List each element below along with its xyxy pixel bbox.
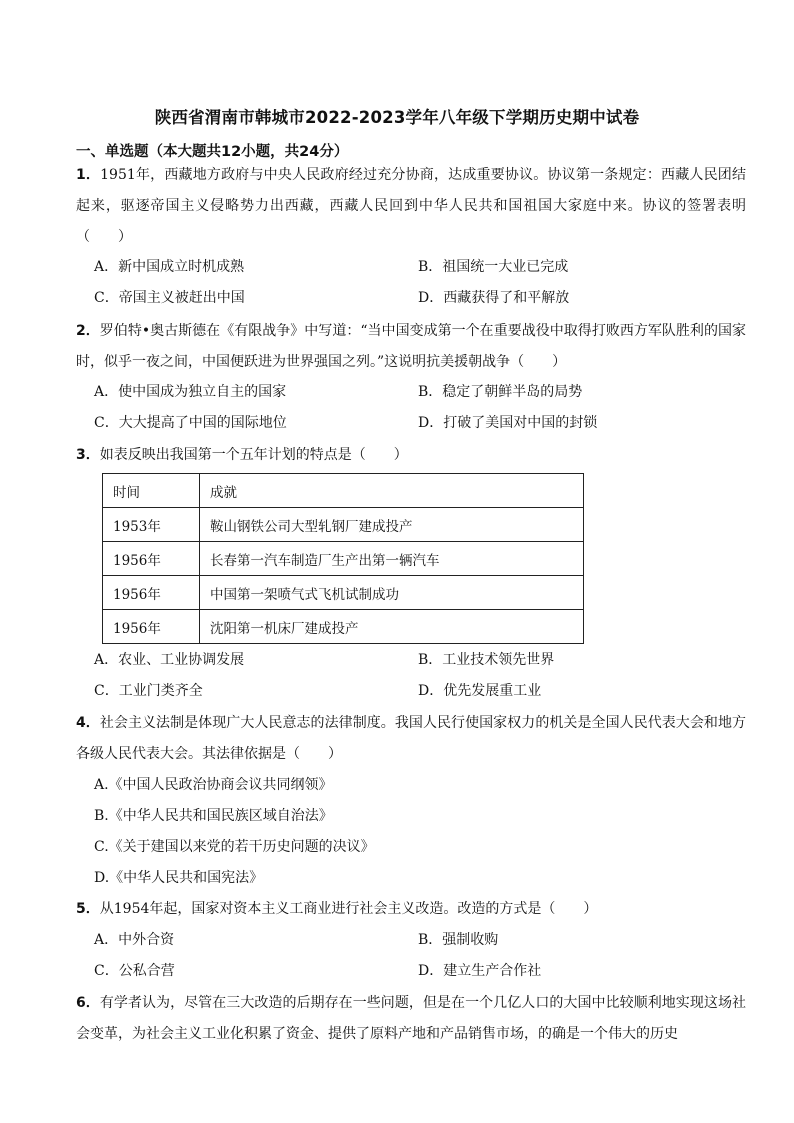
option-c[interactable]: C．大大提高了中国的国际地位 xyxy=(94,415,287,431)
option-d[interactable]: D.《中华人民共和国宪法》 xyxy=(94,870,264,886)
question-number: 5． xyxy=(76,901,100,917)
question-4 xyxy=(76,708,746,770)
table-row xyxy=(103,542,584,576)
table-row xyxy=(103,508,584,542)
question-text: 1951年，西藏地方政府与中央人民政府经过充分协商，达成重要协议。协议第一条规定：西藏人民团结起来，驱逐帝国主义侵略势力出西藏，西藏人民回到中华人民共和国祖国大家庭中来。协议的签署表明（ ） xyxy=(76,167,746,245)
table-header-row xyxy=(103,474,584,508)
question-text: 从1954年起，国家对资本主义工商业进行社会主义改造。改造的方式是（ ） xyxy=(99,901,598,917)
option-a[interactable]: A．农业、工业协调发展 xyxy=(94,652,245,668)
option-c[interactable]: C.《关于建国以来党的若干历史问题的决议》 xyxy=(94,839,375,855)
option-c[interactable]: C．公私合营 xyxy=(94,963,175,979)
table-cell-achievement: 鞍山钢铁公司大型轧钢厂建成投产 xyxy=(200,508,584,542)
question-text: 社会主义法制是体现广大人民意志的法律制度。我国人民行使国家权力的机关是全国人民代表大会和地方各级人民代表大会。其法律依据是（ ） xyxy=(76,715,746,762)
question-5 xyxy=(76,894,746,925)
question-2 xyxy=(76,316,746,378)
option-b[interactable]: B.《中华人民共和国民族区域自治法》 xyxy=(94,808,333,824)
question-1 xyxy=(76,160,746,253)
question-number: 1． xyxy=(76,167,101,183)
question-text: 有学者认为，尽管在三大改造的后期存在一些问题，但是在一个几亿人口的大国中比较顺利地实现这场社会变革，为社会主义工业化积累了资金、提供了原料产地和产品销售市场，的确是一个伟大的历史 xyxy=(76,995,746,1042)
option-d[interactable]: D．打破了美国对中国的封锁 xyxy=(418,415,598,431)
question-number: 6． xyxy=(76,995,100,1011)
table-cell-year: 1953年 xyxy=(103,508,200,542)
table-cell-achievement: 沈阳第一机床厂建成投产 xyxy=(200,610,584,644)
option-a[interactable]: A．中外合资 xyxy=(94,932,175,948)
table-cell-year: 1956年 xyxy=(103,542,200,576)
question-number: 4． xyxy=(76,715,100,731)
table-row xyxy=(103,576,584,610)
table-cell-year: 1956年 xyxy=(103,610,200,644)
option-b[interactable]: B．祖国统一大业已完成 xyxy=(418,259,569,275)
option-a[interactable]: A.《中国人民政治协商会议共同纲领》 xyxy=(94,777,333,793)
option-d[interactable]: D．优先发展重工业 xyxy=(418,683,542,699)
option-a[interactable]: A．使中国成为独立自主的国家 xyxy=(94,384,287,400)
question-number: 2． xyxy=(76,323,100,339)
table-cell-achievement: 长春第一汽车制造厂生产出第一辆汽车 xyxy=(200,542,584,576)
page-title: 陕西省渭南市韩城市2022-2023学年八年级下学期历史期中试卷 xyxy=(154,108,640,127)
achievement-table xyxy=(102,473,584,644)
option-d[interactable]: D．西藏获得了和平解放 xyxy=(418,290,570,306)
question-text: 如表反映出我国第一个五年计划的特点是（ ） xyxy=(99,447,408,463)
table-cell-year: 1956年 xyxy=(103,576,200,610)
question-3 xyxy=(76,440,746,471)
table-header-cell: 成就 xyxy=(200,474,584,508)
question-text: 罗伯特•奥古斯德在《有限战争》中写道：“当中国变成第一个在重要战役中取得打败西方军队胜利的国家时，似乎一夜之间，中国便跃进为世界强国之列。”这说明抗美援朝战争（ ） xyxy=(76,323,746,370)
table-header-cell: 时间 xyxy=(103,474,200,508)
table-cell-achievement: 中国第一架喷气式飞机试制成功 xyxy=(200,576,584,610)
question-6 xyxy=(76,988,746,1050)
option-b[interactable]: B．稳定了朝鲜半岛的局势 xyxy=(418,384,583,400)
table-row xyxy=(103,610,584,644)
option-b[interactable]: B．工业技术领先世界 xyxy=(418,652,555,668)
option-c[interactable]: C．工业门类齐全 xyxy=(94,683,203,699)
option-a[interactable]: A．新中国成立时机成熟 xyxy=(94,259,245,275)
option-d[interactable]: D．建立生产合作社 xyxy=(418,963,542,979)
question-number: 3． xyxy=(76,447,100,463)
section-heading: 一、单选题（本大题共12小题，共24分） xyxy=(76,144,349,160)
option-c[interactable]: C．帝国主义被赶出中国 xyxy=(94,290,245,306)
option-b[interactable]: B．强制收购 xyxy=(418,932,499,948)
